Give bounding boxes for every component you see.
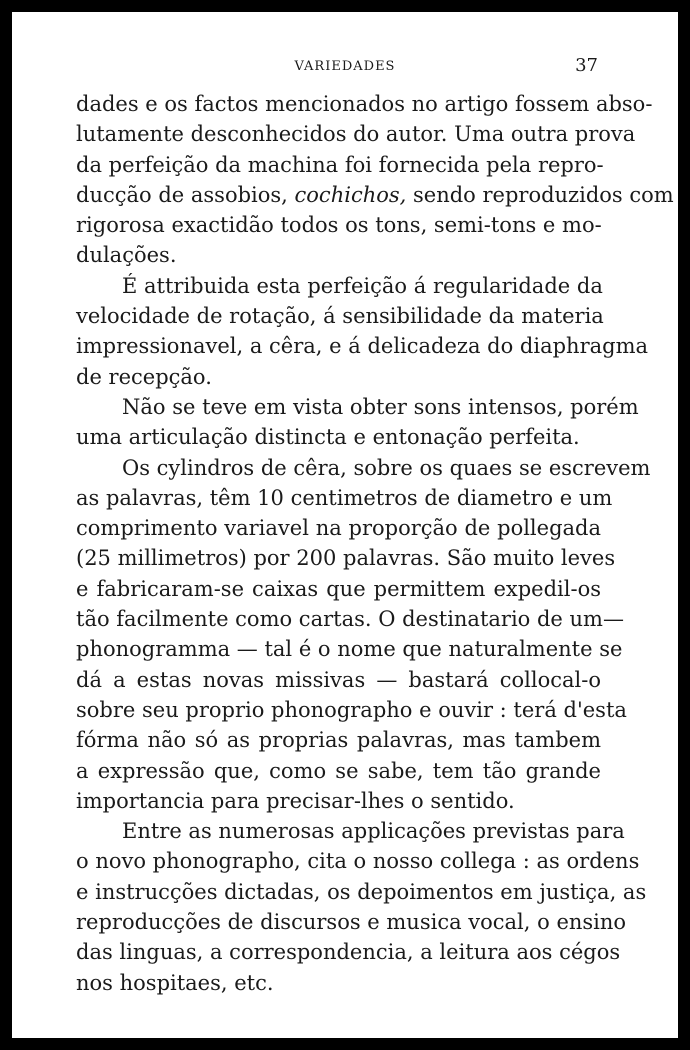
text-line (76, 422, 601, 452)
text-segment: dades e os factos mencionados no artigo fossem abso- (76, 92, 653, 116)
running-title: VARIEDADES (294, 59, 396, 74)
text-segment: comprimento variavel na proporção de pollegada (76, 516, 601, 541)
text-segment: É attribuida esta perfeição á regularidade da (122, 273, 603, 298)
text-segment: da perfeição da machina foi fornecida pela repro- (76, 152, 604, 177)
text-line (76, 331, 649, 361)
text-line (76, 695, 627, 725)
text-line (76, 453, 651, 483)
text-segment: rigorosa exactidão todos os tons, semi-tons e mo- (76, 213, 602, 238)
text-segment: tão facilmente como cartas. O destinatario de um— (76, 607, 624, 632)
text-line (76, 846, 640, 876)
text-segment: sobre seu proprio phonographo e ouvir : terá d'esta (76, 697, 627, 722)
text-line (76, 89, 653, 119)
text-segment: dulações. (76, 243, 177, 268)
text-segment: phonogramma — tal é o nome que naturalmente se (76, 637, 623, 662)
text-segment: reproducções de discursos e musica vocal, o ensino (76, 910, 627, 935)
text-line (76, 756, 601, 786)
text-line (76, 240, 601, 270)
text-segment: uma articulação distincta e entonação perfeita. (76, 425, 580, 450)
text-line (76, 119, 636, 149)
text-segment: Os cylindros de cêra, sobre os quaes se escrevem (122, 455, 651, 480)
text-segment: das linguas, a correspondencia, a leitura aos cégos (76, 940, 621, 965)
text-segment: ducção de assobios, (76, 182, 295, 207)
paragraph (76, 392, 639, 453)
text-segment: impressionavel, a cêra, e á delicadeza do diaphragma (76, 334, 649, 359)
book-page (12, 12, 678, 1038)
text-line (76, 604, 624, 634)
text-segment: velocidade de rotação, á sensibilidade da materia (76, 304, 604, 329)
body-text (76, 89, 674, 998)
paragraph (76, 271, 649, 392)
text-segment: e instrucções dictadas, os depoimentos em justiça, as (76, 879, 647, 904)
paragraph (76, 453, 651, 817)
text-segment: Entre as numerosas applicações previstas para (122, 819, 625, 844)
text-line (76, 362, 601, 392)
paragraph (76, 816, 647, 998)
text-segment: lutamente desconhecidos do autor. Uma outra prova (76, 122, 636, 147)
text-line (76, 816, 625, 846)
text-line (76, 907, 627, 937)
text-line (76, 513, 601, 543)
text-line (76, 543, 616, 573)
text-segment: a expressão que, como se sabe, tem tão grande (76, 758, 601, 783)
text-segment: e fabricaram-se caixas que permittem expedil-os (76, 576, 601, 601)
page-number: 37 (575, 55, 598, 76)
text-line (76, 968, 601, 998)
text-segment: as palavras, têm 10 centimetros de diametro e um (76, 485, 613, 510)
text-segment: fórma não só as proprias palavras, mas tambem (76, 728, 601, 753)
paragraph (76, 89, 674, 271)
text-segment: sendo reproduzidos com (406, 182, 674, 207)
text-line (76, 665, 601, 695)
text-line (76, 271, 601, 301)
text-line (76, 301, 604, 331)
text-segment: Não se teve em vista obter sons intensos, porém (122, 394, 639, 419)
text-line (76, 877, 647, 907)
running-head (12, 55, 678, 79)
text-segment: dá a estas novas missivas — bastará collocal-o (76, 667, 601, 692)
text-segment: nos hospitaes, etc. (76, 970, 274, 995)
text-line (76, 392, 639, 422)
text-line (76, 150, 604, 180)
text-line (76, 725, 601, 755)
text-segment: o novo phonographo, cita o nosso collega : as ordens (76, 849, 640, 874)
text-line (76, 634, 623, 664)
text-line (76, 786, 601, 816)
text-line (76, 180, 674, 210)
text-line (76, 574, 601, 604)
text-segment: (25 millimetros) por 200 palavras. São muito leves (76, 546, 616, 571)
text-line (76, 937, 621, 967)
text-line (76, 210, 601, 240)
text-line (76, 483, 613, 513)
text-segment: importancia para precisar-lhes o sentido. (76, 788, 515, 813)
italic-word: cochichos, (294, 182, 407, 207)
text-segment: de recepção. (76, 364, 212, 389)
